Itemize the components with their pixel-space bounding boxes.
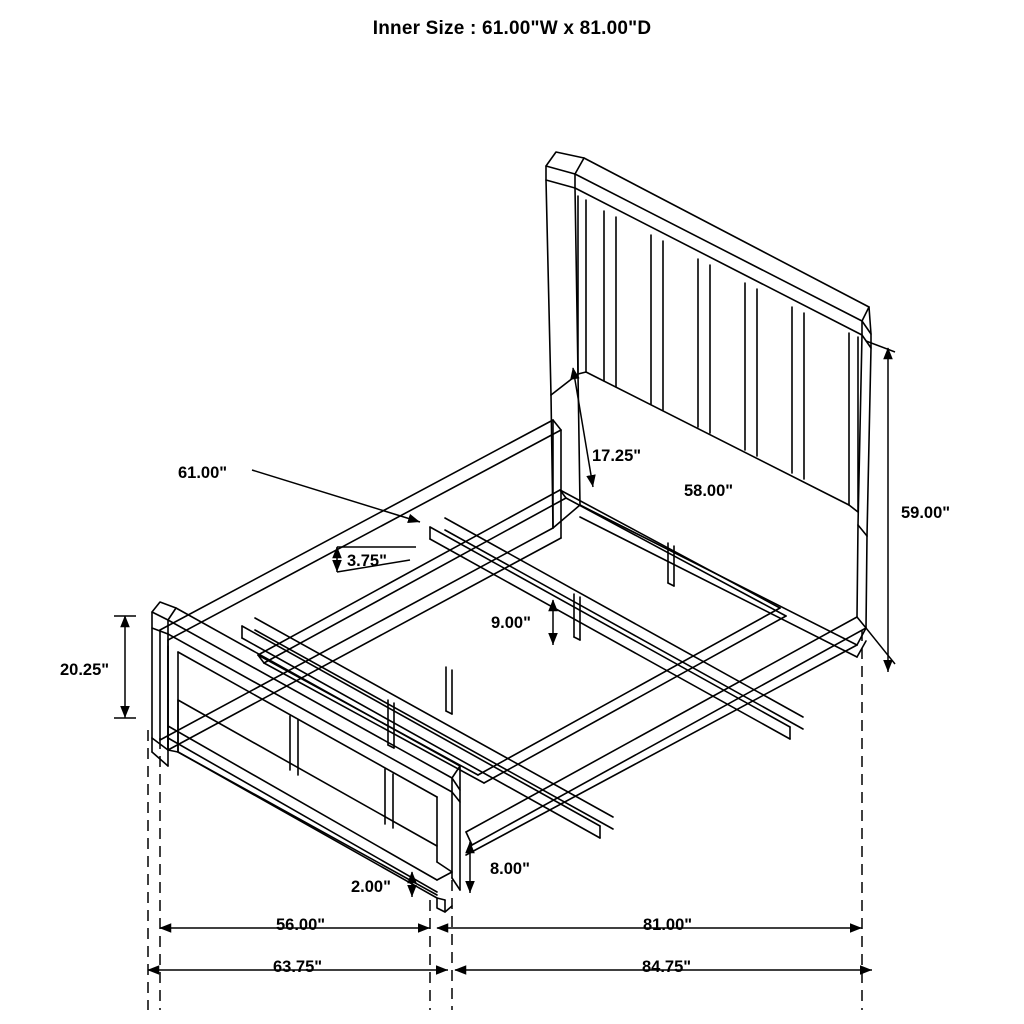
dimension-lines (114, 341, 895, 1010)
dim-label-20-25: 20.25" (60, 661, 110, 679)
dim-label-9: 9.00" (491, 614, 531, 632)
dim-17-25 (573, 368, 593, 487)
dim-label-2: 2.00" (351, 878, 391, 896)
dim-label-61: 61.00" (178, 464, 228, 482)
dim-label-8: 8.00" (490, 860, 530, 878)
dim-label-81: 81.00" (643, 916, 693, 934)
dim-label-58: 58.00" (684, 482, 734, 500)
dim-label-3-75: 3.75" (347, 552, 387, 570)
dim-label-56: 56.00" (276, 916, 326, 934)
dim-label-84-75: 84.75" (642, 958, 692, 976)
dim-label-59: 59.00" (901, 504, 951, 522)
witness-lines (148, 630, 862, 1010)
bed-outline (152, 152, 871, 912)
page-title: Inner Size : 61.00"W x 81.00"D (372, 18, 652, 39)
dim-label-63-75: 63.75" (273, 958, 323, 976)
dim-label-17-25: 17.25" (592, 447, 642, 465)
leader-61 (252, 470, 420, 522)
